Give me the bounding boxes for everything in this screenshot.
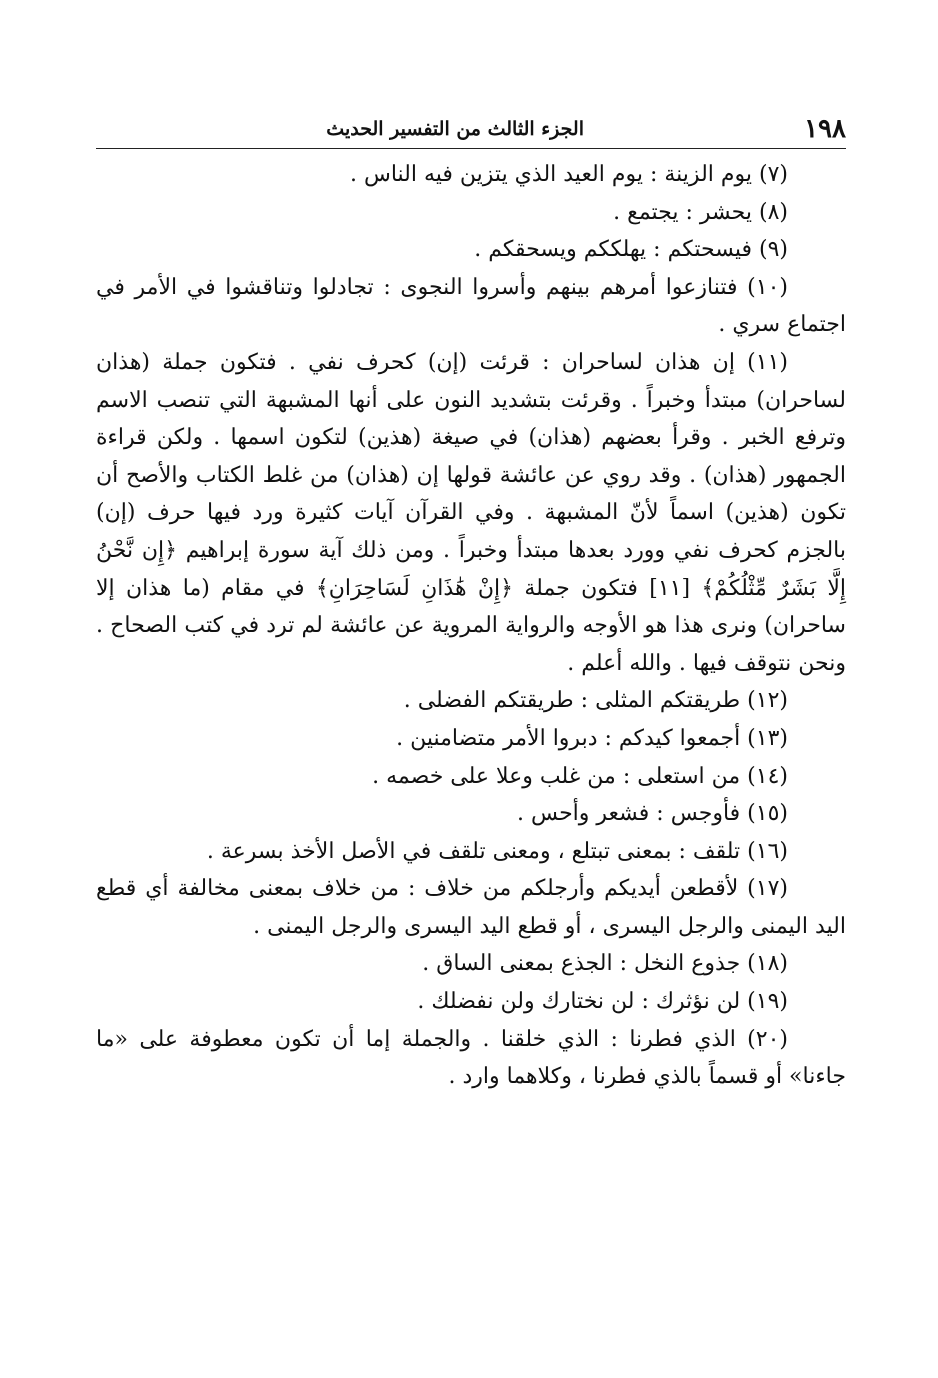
footnote-20: (٢٠) الذي فطرنا : الذي خلقنا . والجملة إما أن تكون معطوفة على «ما جاءنا» أو قسماً بالذي فطرنا ، وكلاهما وارد . [96, 1026, 846, 1090]
footnote-7: (٧) يوم الزينة : يوم العيد الذي يتزين فيه الناس . [349, 162, 788, 187]
running-header-title: الجزء الثالث من التفسير الحديث [326, 118, 584, 140]
footnote-15: (١٥) فأوجس : فشعر وأحس . [517, 801, 788, 827]
footnote-17: (١٧) لأقطعن أيديكم وأرجلكم من خلاف : من خلاف بمعنى مخالفة أي قطع اليد اليمنى والرجل اليسرى ، أو قطع اليد اليسرى والرجل اليمنى . [96, 876, 846, 939]
header-divider [96, 148, 846, 149]
footnote-8: (٨) يحشر : يجتمع . [613, 199, 788, 225]
footnote-9: (٩) فيسحتكم : يهلككم ويسحقكم . [474, 237, 788, 263]
running-header [96, 112, 846, 146]
footnote-11: (١١) إن هذان لساحران : قرئت (إن) كحرف نفي . فتكون جملة (هذان لساحران) مبتدأ وخبراً . وقرئت بتشديد النون على أنها المشبهة التي تنصب الاسم وترفع الخبر . وقرأ بعضهم (هذان) في صيغة (هذين) لتكون اسمها . ولكن قراءة الجمهور (هذان) . وقد روي عن عائشة قولها إن (هذان) من غلط الكتاب والأصح أن تكون (هذين) اسماً لأنّ المشبهة . وفي القرآن آيات كثيرة ورد فيها حرف (إن) بالجزم كحرف نفي وورد بعدها مبتدأ وخبراً . ومن ذلك آية سورة إبراهيم ﴿إِن نَّحْنُ إِلَّا بَشَرٌ مِّثْلُكُمْ﴾ [١١] فتكون جملة ﴿إِنْ هَٰذَانِ لَسَاحِرَانِ﴾ في مقام (ما هذان إلا ساحران) ونرى هذا هو الأوجه والرواية المروية عن عائشة لم ترد في كتب الصحاح . ونحن نتوقف فيها . والله أعلم . [96, 349, 847, 676]
footnote-18: (١٨) جذوع النخل : الجذع بمعنى الساق . [422, 951, 788, 977]
footnote-10: (١٠) فتنازعوا أمرهم بينهم وأسروا النجوى : تجادلوا وتناقشوا في الأمر في اجتماع سري . [96, 274, 846, 338]
footnote-12: (١٢) طريقتكم المثلى : طريقتكم الفضلى . [403, 688, 788, 714]
footnote-14: (١٤) من استعلى : من غلب وعلا على خصمه . [372, 763, 788, 789]
page-number: ١٩٨ [804, 114, 846, 144]
footnotes-body [96, 156, 846, 1096]
footnote-16: (١٦) تلقف : بمعنى تبتلع ، ومعنى تلقف في الأصل الأخذ بسرعة . [206, 838, 788, 864]
footnote-13: (١٣) أجمعوا كيدكم : دبروا الأمر متضامنين . [396, 725, 788, 751]
footnote-19: (١٩) لن نؤثرك : لن نختارك ولن نفضلك . [417, 989, 788, 1015]
